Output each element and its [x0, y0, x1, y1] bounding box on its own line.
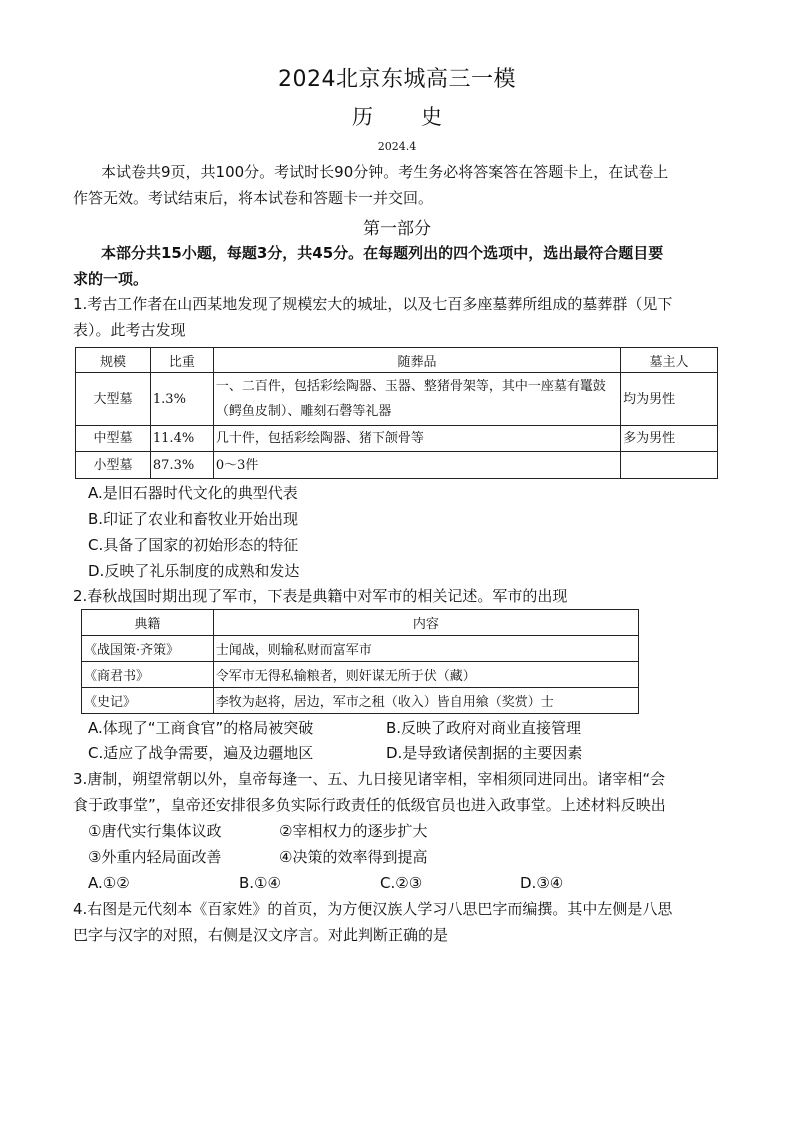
- subject-char-1: 历: [352, 105, 373, 129]
- cell-tomb-owner: 均为男性: [621, 373, 718, 426]
- q2-records-table: [81, 609, 639, 714]
- table-row: [82, 688, 639, 714]
- cell-content: 士闻战，则输私财而富军市: [213, 636, 638, 662]
- cell-burial-goods: 0～3件: [213, 452, 620, 479]
- q3-statement-3: ③外重内轻局面改善: [88, 848, 222, 866]
- cell-scale: 中型墓: [76, 426, 151, 452]
- header-scale: 规模: [76, 348, 151, 373]
- q3-statement-1: ①唐代实行集体议政: [88, 822, 222, 840]
- q3-option-b[interactable]: B.①④: [239, 874, 281, 892]
- q1-option-d[interactable]: D.反映了礼乐制度的成熟和发达: [88, 562, 300, 580]
- q3-stem-line-2: 食于政事堂”，皇帝还安排很多负实际行政责任的低级官员也进入政事堂。上述材料反映出: [73, 796, 666, 814]
- q3-stem-line-1: 3.唐制，朔望常朝以外，皇帝每逢一、五、九日接见诸宰相，宰相须同进同出。诸宰相“会: [73, 770, 666, 788]
- table-row: [76, 426, 718, 452]
- q2-option-b[interactable]: B.反映了政府对商业直接管理: [386, 719, 582, 737]
- part-title: 第一部分: [363, 219, 431, 239]
- part-description-line-2: 求的一项。: [73, 270, 149, 288]
- q3-option-d[interactable]: D.③④: [520, 874, 564, 892]
- q1-tomb-table: [75, 347, 718, 479]
- header-classic: 典籍: [82, 610, 214, 636]
- cell-classic: 《商君书》: [82, 662, 214, 688]
- cell-proportion: 87.3%: [150, 452, 213, 479]
- header-content: 内容: [213, 610, 638, 636]
- subject-title: [0, 101, 794, 131]
- q3-statement-2: ②宰相权力的逐步扩大: [279, 822, 428, 840]
- table-header-row: [76, 348, 718, 373]
- q3-statement-4: ④决策的效率得到提高: [279, 848, 428, 866]
- table-row: [82, 636, 639, 662]
- part-description-line-1: 本部分共15小题，每题3分，共45分。在每题列出的四个选项中，选出最符合题目要: [101, 244, 664, 262]
- cell-scale: 大型墓: [76, 373, 151, 426]
- cell-burial-goods: 一、二百件，包括彩绘陶器、玉器、整猪骨架等，其中一座墓有鼍鼓（鳄鱼皮制）、雕刻石磬等礼器: [213, 373, 620, 426]
- header-burial-goods: 随葬品: [213, 348, 620, 373]
- q1-option-a[interactable]: A.是旧石器时代文化的典型代表: [88, 484, 298, 502]
- cell-content: 李牧为赵将，居边，军市之租（收入）皆自用飨（奖赏）士: [213, 688, 638, 714]
- q1-stem-line-1: 1.考古工作者在山西某地发现了规模宏大的城址，以及七百多座墓葬所组成的墓葬群（见下: [73, 295, 673, 313]
- table-row: [76, 373, 718, 426]
- instructions-line-2: 作答无效。考试结束后，将本试卷和答题卡一并交回。: [73, 189, 434, 207]
- exam-title: 2024北京东城高三一模: [278, 67, 516, 92]
- exam-date: 2024.4: [377, 140, 417, 153]
- q4-stem-line-1: 4.右图是元代刻本《百家姓》的首页，为方便汉族人学习八思巴字而编撰。其中左侧是八思: [73, 900, 673, 918]
- header-proportion: 比重: [150, 348, 213, 373]
- cell-classic: 《史记》: [82, 688, 214, 714]
- subject-char-2: 史: [421, 105, 442, 129]
- q2-option-a[interactable]: A.体现了“工商食官”的格局被突破: [88, 719, 314, 737]
- cell-tomb-owner: [621, 452, 718, 479]
- q2-stem: 2.春秋战国时期出现了军市，下表是典籍中对军市的相关记述。军市的出现: [73, 587, 568, 605]
- q1-option-b[interactable]: B.印证了农业和畜牧业开始出现: [88, 510, 299, 528]
- q4-stem-line-2: 巴字与汉字的对照，右侧是汉文序言。对此判断正确的是: [73, 926, 449, 944]
- header-tomb-owner: 墓主人: [621, 348, 718, 373]
- table-row: [82, 662, 639, 688]
- q1-stem-line-2: 表）。此考古发现: [73, 321, 186, 339]
- q3-option-a[interactable]: A.①②: [88, 874, 130, 892]
- cell-proportion: 11.4%: [150, 426, 213, 452]
- cell-proportion: 1.3%: [150, 373, 213, 426]
- cell-tomb-owner: 多为男性: [621, 426, 718, 452]
- cell-burial-goods: 几十件，包括彩绘陶器、猪下颌骨等: [213, 426, 620, 452]
- table-header-row: [82, 610, 639, 636]
- instructions-line-1: 本试卷共9页，共100分。考试时长90分钟。考生务必将答案答在答题卡上，在试卷上: [101, 163, 669, 181]
- q1-option-c[interactable]: C.具备了国家的初始形态的特征: [88, 536, 299, 554]
- cell-scale: 小型墓: [76, 452, 151, 479]
- q2-option-c[interactable]: C.适应了战争需要，遍及边疆地区: [88, 744, 314, 762]
- cell-classic: 《战国策·齐策》: [82, 636, 214, 662]
- table-row: [76, 452, 718, 479]
- q3-option-c[interactable]: C.②③: [380, 874, 423, 892]
- q2-option-d[interactable]: D.是导致诸侯割据的主要因素: [386, 744, 583, 762]
- cell-content: 令军市无得私输粮者，则奸谋无所于伏（藏）: [213, 662, 638, 688]
